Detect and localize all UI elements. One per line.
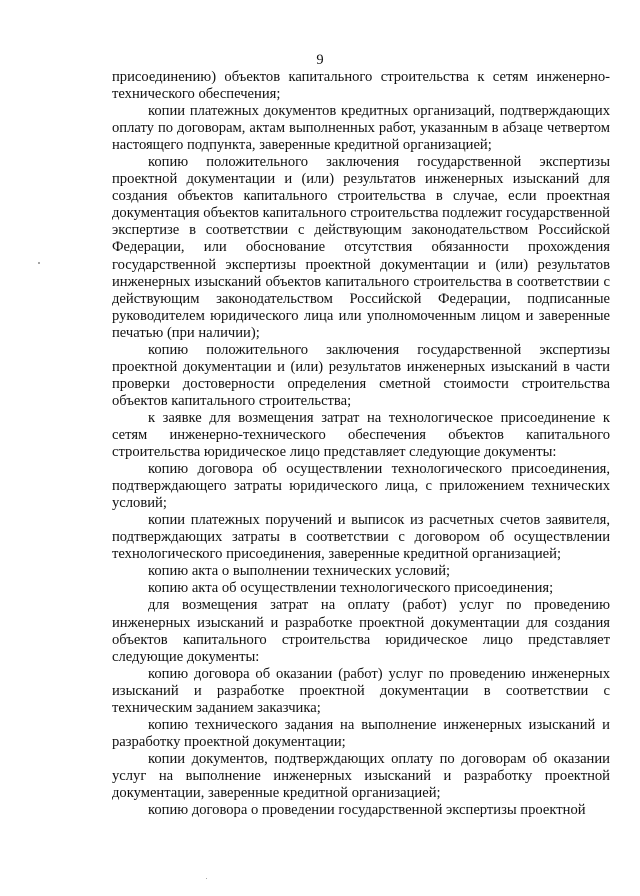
paragraph-continuation: присоединению) объектов капитального строительства к сетям инженерно-технического обеспечения;	[112, 69, 610, 103]
paragraph: к заявке для возмещения затрат на технологическое присоединение к сетям инженерно-технического обеспечения объектов капитального строительства юридическое лицо представляет следующие документы:	[112, 409, 610, 461]
paragraph: копию акта о выполнении технических условий;	[148, 563, 451, 580]
document-body	[112, 69, 610, 819]
paragraph: для возмещения затрат на оплату (работ) услуг по проведению инженерных изысканий и разработке проектной документации для создания объектов капитального строительства юридическое лицо представляет следующие документы:	[112, 597, 610, 665]
page-number: 9	[316, 52, 324, 68]
scan-speck	[206, 878, 207, 879]
paragraph: копии документов, подтверждающих оплату по договорам об оказании услуг на выполнение инженерных изысканий и разработку проектной документации, заверенные кредитной организацией;	[112, 750, 610, 801]
paragraph: копии платежных поручений и выписок из расчетных счетов заявителя, подтверждающих затраты в соответствии с договором об осуществлении технологического присоединения, заверенные кредитной организацией;	[112, 512, 610, 563]
paragraph: копию договора о проведении государственной экспертизы проектной	[148, 802, 586, 819]
paragraph: копию положительного заключения государственной экспертизы проектной документации и (или) результатов инженерных изысканий для создания объектов капитального строительства в случае, если проектная документация объектов капитального строительства подлежит государственной экспертизе в соответствии с действующим законодательством Российской Федерации, или обоснование отсутствия обязанности прохождения государственной экспертизы проектной документации и (или) результатов инженерных изысканий объектов капитального строительства в соответствии с действующим законодательством Российской Федерации, подписанные руководителем юридического лица или уполномоченным лицом и заверенные печатью (при наличии);	[112, 154, 610, 341]
paragraph: копии платежных документов кредитных организаций, подтверждающих оплату по договорам, актам выполненных работ, указанным в абзаце четвертом настоящего подпункта, заверенные кредитной организацией;	[112, 103, 610, 154]
paragraph: копию положительного заключения государственной экспертизы проектной документации и (или) результатов инженерных изысканий в части проверки достоверности определения сметной стоимости строительства объектов капитального строительства;	[112, 341, 610, 409]
paragraph: копию акта об осуществлении технологического присоединения;	[148, 580, 554, 597]
paragraph: копию договора об оказании (работ) услуг по проведению инженерных изысканий и разработке проектной документации в соответствии с техническим заданием заказчика;	[112, 665, 610, 716]
paragraph: копию технического задания на выполнение инженерных изысканий и разработку проектной документации;	[112, 716, 610, 750]
paragraph: копию договора об осуществлении технологического присоединения, подтверждающего затраты юридического лица, с приложением технических условий;	[112, 461, 610, 512]
scan-speck	[38, 262, 40, 264]
